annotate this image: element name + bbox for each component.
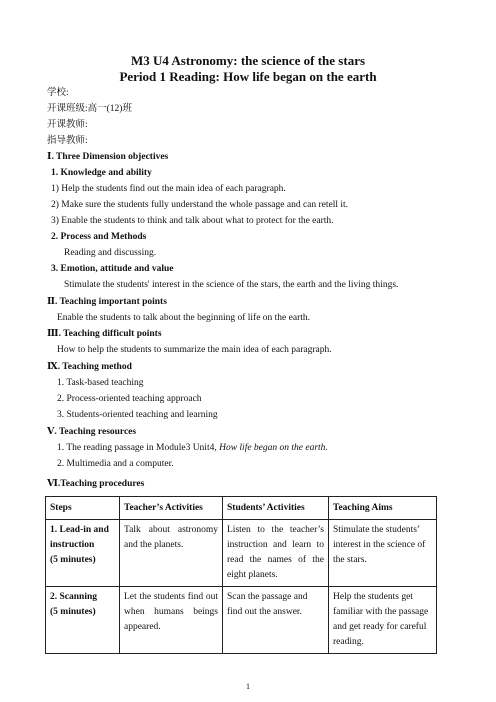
table-header-cell: Students’ Activities [223, 497, 329, 520]
method-item: 3. Students-oriented teaching and learning [57, 410, 218, 420]
method-item: 1. Task-based teaching [57, 378, 144, 388]
section-objectives-heading: Ⅰ. Three Dimension objectives [47, 152, 169, 162]
table-header-cell: Teacher’s Activities [120, 497, 223, 520]
step-cell [46, 587, 120, 654]
document-title: M3 U4 Astronomy: the science of the stars [130, 53, 366, 68]
student-activity-cell: Scan the passage and find out the answer. [223, 587, 329, 654]
resource-text: 1. The reading passage in Module3 Unit4, [57, 443, 220, 453]
section-resources-heading: Ⅴ. Teaching resources [47, 427, 137, 437]
table-header-row [46, 497, 437, 520]
section-method-heading: Ⅸ. Teaching method [47, 362, 132, 372]
section-important-points-heading: Ⅱ. Teaching important points [47, 297, 167, 307]
resource-item [57, 442, 328, 454]
difficult-points-text: How to help the students to summarize the main idea of each paragraph. [57, 345, 332, 355]
teacher-field: 开课教师: [47, 120, 88, 130]
emotion-attitude-heading: 3. Emotion, attitude and value [51, 264, 174, 274]
objective-item: 1) Help the students find out the main idea of each paragraph. [51, 184, 286, 194]
teaching-aim-cell: Help the students get familiar with the passage and get ready for careful reading. [329, 587, 437, 654]
step-duration: (5 minutes) [50, 607, 96, 617]
student-activity-cell: Listen to the teacher’s instruction and learn to read the names of the eight planets. [223, 520, 329, 587]
step-name: 1. Lead-in and [50, 525, 109, 535]
objective-item: 3) Enable the students to think and talk about what to protect for the earth. [51, 216, 334, 226]
procedures-table [45, 496, 437, 654]
important-points-text: Enable the students to talk about the beginning of life on the earth. [57, 313, 311, 323]
objective-item: 2) Make sure the students fully understand the whole passage and can retell it. [51, 200, 349, 210]
emotion-attitude-text: Stimulate the students' interest in the science of the stars, the earth and the living things. [64, 280, 399, 290]
document-subtitle: Period 1 Reading: How life began on the earth [119, 69, 377, 84]
table-header-cell: Steps [46, 497, 120, 520]
step-duration: (5 minutes) [50, 555, 96, 565]
step-name: 2. Scanning [50, 592, 97, 602]
table-row [46, 520, 437, 587]
page-number: 1 [246, 682, 250, 691]
resource-item: 2. Multimedia and a computer. [57, 459, 174, 469]
passage-title: How life began on the earth. [219, 443, 328, 453]
supervisor-field: 指导教师: [47, 136, 88, 146]
section-procedures-heading: Ⅵ.Teaching procedures [47, 479, 145, 489]
teacher-activity-cell: Let the students find out when humans beings appeared. [120, 587, 223, 654]
process-methods-heading: 2. Process and Methods [51, 232, 147, 242]
class-field: 开课班级:高一(12)班 [47, 104, 132, 114]
table-row [46, 587, 437, 654]
method-item: 2. Process-oriented teaching approach [57, 394, 202, 404]
section-difficult-points-heading: Ⅲ. Teaching difficult points [47, 329, 162, 339]
process-methods-text: Reading and discussing. [64, 248, 157, 258]
school-field: 学校: [47, 88, 69, 98]
step-name: instruction [50, 540, 95, 550]
teaching-aim-cell: Stimulate the students’ interest in the science of the stars. [329, 520, 437, 587]
teacher-activity-cell: Talk about astronomy and the planets. [120, 520, 223, 587]
knowledge-ability-heading: 1. Knowledge and ability [51, 168, 152, 178]
table-header-cell: Teaching Aims [329, 497, 437, 520]
step-cell [46, 520, 120, 587]
